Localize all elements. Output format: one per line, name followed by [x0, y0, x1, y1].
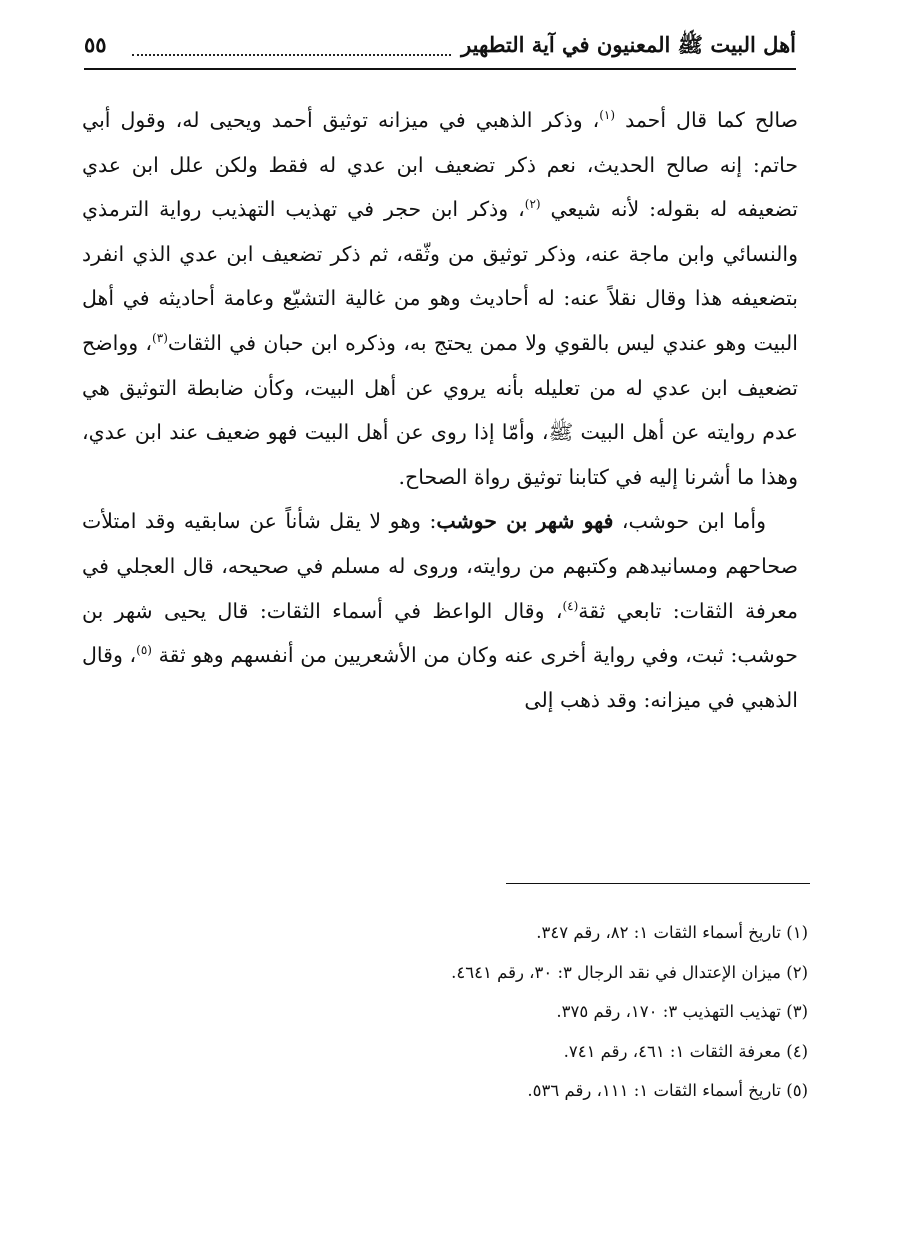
footnote-3: (٣) تهذيب التهذيب ٣: ١٧٠، رقم ٣٧٥. — [556, 1002, 808, 1021]
paragraph-1 — [82, 98, 798, 499]
text-span: ، وذكر ابن حجر في تهذيب التهذيب رواية الترمذي والنسائي وابن ماجة عنه، وذكر توثيق من وثّقه، ثم ذكر تضعيف ابن عدي الذي انفرد بتضعيفه هذا وقال نقلاً عنه: له أحاديث وهو من غالية التشيّع وعامة أحاديثه في أهل البيت وهو عندي ليس بالقوي ولا ممن يحتج به، وذكره ابن حبان في الثقات — [82, 197, 798, 355]
bold-name: فهو شهر بن حوشب — [436, 509, 614, 534]
text-span: ، وقال الذهبي في ميزانه: وقد ذهب إلى — [82, 643, 798, 712]
page-number: ٥٥ — [84, 32, 107, 57]
paragraph-2 — [82, 499, 798, 722]
text-span: ، وواضح تضعيف ابن عدي له من تعليله بأنه يروي عن أهل البيت، وكأن ضابطة التوثيق هي عدم روايته عن أهل البيت ﷺ، وأمّا إذا روى عن أهل البيت فهو ضعيف عند ابن عدي، وهذا ما أشرنا إليه في كتابنا توثيق رواة الصحاح. — [82, 330, 798, 489]
footnote-separator — [506, 883, 810, 884]
footnote-4: (٤) معرفة الثقات ١: ٤٦١، رقم ٧٤١. — [563, 1041, 808, 1061]
text-span: صالح كما قال أحمد — [615, 108, 798, 132]
dot-leader — [132, 54, 451, 56]
footnote-ref-3[interactable]: (٣) — [152, 331, 168, 346]
running-header — [84, 28, 796, 68]
footnote-ref-4[interactable]: (٤) — [562, 598, 579, 613]
text-span: وأما ابن حوشب، — [613, 509, 766, 534]
footnote-ref-5[interactable]: (٥) — [136, 643, 152, 658]
header-rule — [84, 68, 796, 70]
footnote-1: (١) تاريخ أسماء الثقات ١: ٨٢، رقم ٣٤٧. — [536, 923, 808, 942]
main-text — [82, 98, 798, 722]
text-span: : وهو لا يقل شأناً عن سابقيه وقد امتلأت صحاحهم ومسانيدهم وكتبهم من روايته، وروى له مسلم في صحيحه، قال العجلي في معرفة الثقات: تابعي ثقة — [82, 509, 798, 623]
footnote-ref-2[interactable]: (٢) — [524, 197, 541, 212]
text-span: ، وقال الواعظ في أسماء الثقات: قال يحيى شهر بن حوشب: ثبت، وفي رواية أخرى عنه وكان من الأشعريين من أنفسهم وهو ثقة — [82, 598, 798, 668]
footnotes — [208, 913, 808, 1111]
footnote-2: (٢) ميزان الإعتدال في نقد الرجال ٣: ٣٠، رقم ٤٦٤١. — [451, 962, 808, 982]
text-span: ، وذكر الذهبي في ميزانه توثيق أحمد ويحيى له، وقول أبي حاتم: إنه صالح الحديث، نعم ذكر تضعيف ابن عدي له فقط ولكن علل ابن عدي تضعيفه له بقوله: لأنه شيعي — [82, 108, 799, 222]
footnote-5: (٥) تاريخ أسماء الثقات ١: ١١١، رقم ٥٣٦. — [527, 1081, 808, 1100]
footnote-ref-1[interactable]: (١) — [599, 108, 616, 123]
header-title: أهل البيت ﷺ المعنيون في آية التطهير — [461, 32, 796, 57]
